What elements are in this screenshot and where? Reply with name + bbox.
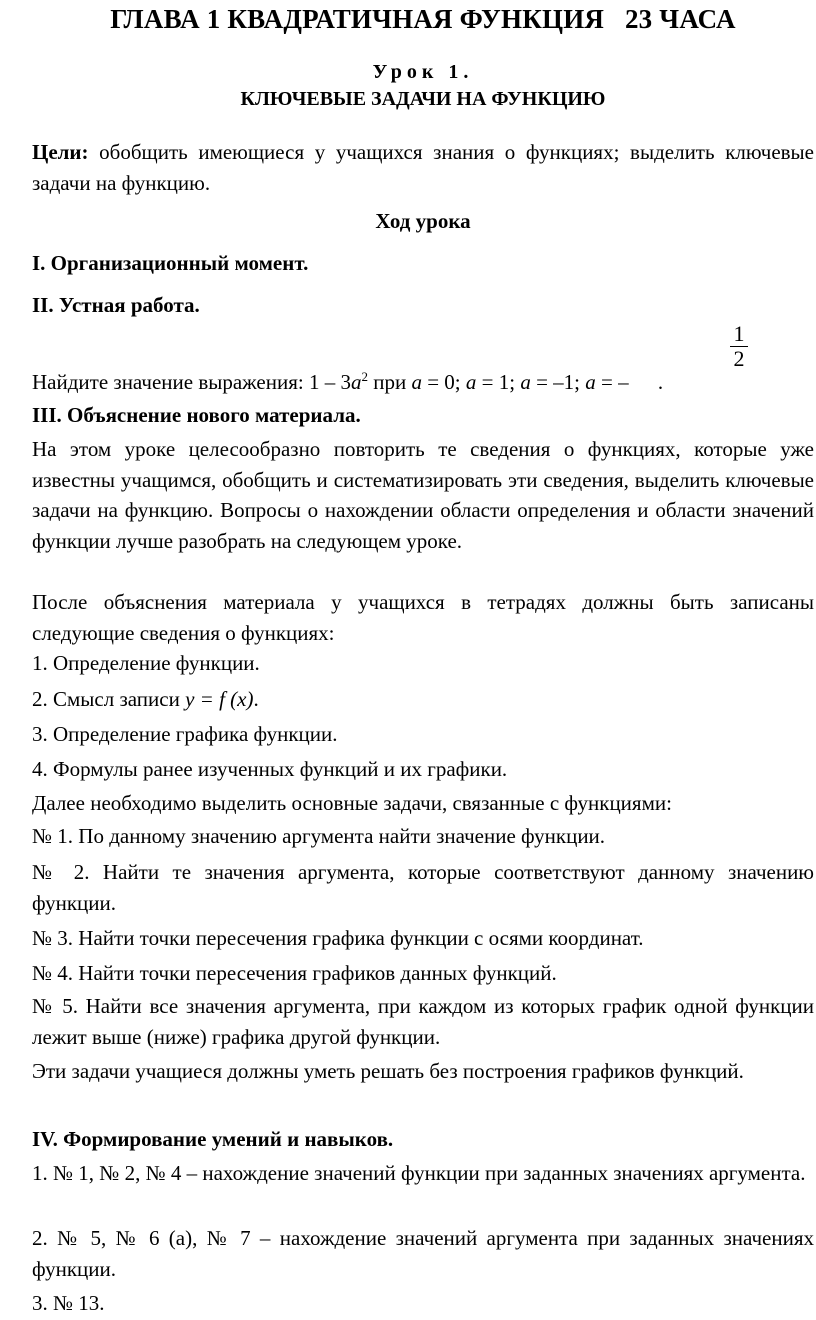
list-item-3: 3. Определение графика функции. [32,722,338,746]
section-heading-3: III. Объяснение нового материала. [32,403,361,427]
paragraph-1: На этом уроке целесообразно повторить те сведения о функциях, которые уже известны учащимся, обобщить и систематизировать эти сведения, выделить ключевые задачи на функцию. Вопросы о нахождении области определения и области значений функции лучше разобрать на следующем уроке. [32,437,814,553]
value-3: = –1; [530,370,586,394]
task-2: № 2. Найти те значения аргумента, которые соответствуют данному значению функции. [32,860,814,915]
variable-a-3: a [520,370,531,394]
paragraph-2: После объяснения материала у учащихся в тетрадях должны быть записаны следующие сведения о функциях: [32,590,814,645]
oral-task-mid: при [367,370,412,394]
goals-text: обобщить имеющиеся у учащихся знания о функциях; выделить ключевые задачи на функцию. [32,140,814,195]
list-item-4: 4. Формулы ранее изученных функций и их графики. [32,757,508,781]
chapter-title: ГЛАВА 1 КВАДРАТИЧНАЯ ФУНКЦИЯ 23 ЧАСА [110,4,736,34]
list-item-2 [32,684,814,715]
fraction-numerator: 1 [733,321,745,346]
section-heading-1: I. Организационный момент. [32,251,309,275]
skill-1: 1. № 1, № 2, № 4 – нахождение значений функции при заданных значениях аргумента. [32,1161,806,1185]
task-4: № 4. Найти точки пересечения графиков данных функций. [32,961,557,985]
list-item-2-text: 2. Смысл записи [32,687,186,711]
task-1: № 1. По данному значению аргумента найти значение функции. [32,824,606,848]
paragraph-4: Эти задачи учащиеся должны уметь решать без построения графиков функций. [32,1059,744,1083]
lesson-title: КЛЮЧЕВЫЕ ЗАДАЧИ НА ФУНКЦИЮ [240,88,606,110]
list-item-1: 1. Определение функции. [32,651,260,675]
value-1: = 0; [421,370,466,394]
value-2: = 1; [476,370,521,394]
oral-task-end: . [657,370,664,394]
task-5: № 5. Найти все значения аргумента, при каждом из которых график одной функции лежит выше (ниже) графика другой функции. [32,994,814,1049]
lesson-number: Урок 1. [372,61,474,83]
variable-a: a [350,370,362,394]
skill-2: 2. № 5, № 6 (а), № 7 – нахождение значений аргумента при заданных значениях функции. [32,1226,814,1281]
skill-3: 3. № 13. [32,1291,105,1315]
goals-paragraph [32,137,814,198]
goals-label: Цели: [32,140,89,164]
section-heading-2: II. Устная работа. [32,293,200,317]
oral-task [32,362,792,398]
value-4: = – [595,370,634,394]
task-3: № 3. Найти точки пересечения графика функции с осями координат. [32,926,644,950]
list-item-2-end: . [253,687,259,711]
variable-a-2: a [465,370,477,394]
variable-a-1: a [411,370,422,394]
oral-task-prefix: Найдите значение выражения: 1 – 3 [32,370,351,394]
course-heading: Ход урока [375,209,471,233]
formula-y-fx: y = f (x) [185,687,254,711]
paragraph-3: Далее необходимо выделить основные задачи, связанные с функциями: [32,791,672,815]
variable-a-4: a [585,370,596,394]
fraction-denominator: 2 [733,346,745,371]
section-heading-4: IV. Формирование умений и навыков. [32,1127,394,1151]
exponent: 2 [361,369,368,384]
